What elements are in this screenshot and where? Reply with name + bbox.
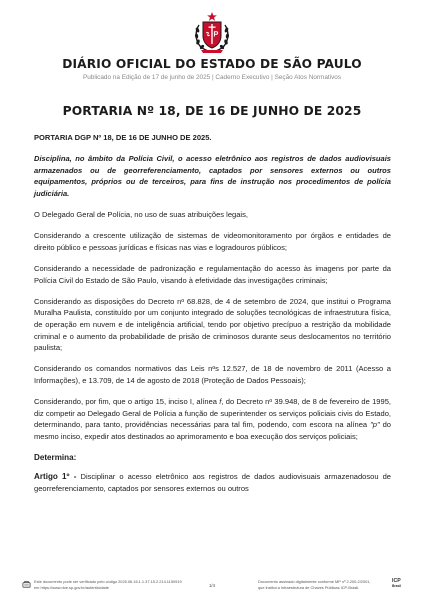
journal-subtitle: Publicado na Edição de 17 de junho de 2025 | Caderno Executivo | Seção Atos Normativos <box>82 74 342 81</box>
page-number: 1/4 <box>209 583 215 588</box>
considerando-text: Considerando, por fim, que o artigo 15, inciso I, alínea <box>34 397 220 407</box>
considerando-text: , do Decreto nº 39.948, de 8 de fevereiro de 1995, diz competir ao Delegado Geral de Polícia a função de superintender os serviços policiais civis do Estado, determinando, para tanto, providências necessárias para tal fim, podendo, com escora na alínea <box>34 397 391 430</box>
article-1-lead: Artigo 1º - <box>34 471 77 481</box>
icp-logo-top: ICP <box>392 578 401 584</box>
document-body <box>34 132 391 504</box>
considerando-paragraph: Considerando a necessidade de padronização e regulamentação do acesso às imagens por parte da Polícia Civil do Estado de São Paulo, visando à efetividade das investigações criminais; <box>34 263 391 285</box>
alinea-f: f <box>219 397 222 407</box>
footer-signature <box>258 579 386 590</box>
icp-brasil-logo <box>392 579 406 590</box>
considerando-paragraph-final <box>34 396 391 443</box>
footer-sign-line2: que institui a Infraestrutura de Chaves Públicas ICP-Brasil. <box>258 584 360 590</box>
journal-title: DIÁRIO OFICIAL DO ESTADO DE SÃO PAULO <box>62 57 362 71</box>
footer-sign-line1: Documento assinado digitalmente conforme MP nº 2.200-2/2001, <box>258 579 371 584</box>
determina-heading: Determina: <box>34 453 77 463</box>
article-1-text: Disciplinar o acesso eletrônico aos registros de dados audiovisuais armazenadosou de georreferenciamento, captados por sensores externos ou outros <box>34 471 391 493</box>
footer-verify-line1: Este documento pode ser verificado pelo código 2025.06.16.1.1.37.15.2.214.1150919 <box>34 579 182 584</box>
document-ementa: Disciplina, no âmbito da Polícia Civil, o acesso eletrônico aos registros de dados audiovisuais armazenados ou de georreferenciamento, captados por sensores externos ou outros equipamentos, próprios ou de terceiros, para fins de instrução nos procedimentos de polícia judiciária. <box>34 154 391 199</box>
considerando-text: do mesmo inciso, expedir atos destinados ao aprimoramento e boa execução dos serviços policiais; <box>34 420 391 442</box>
considerando-paragraph: Considerando os comandos normativos das Leis nºs 12.527, de 18 de novembro de 2011 (Acesso a Informações), e 13.709, de 14 de agosto de 2018 (Proteção de Dados Pessoais); <box>34 364 391 386</box>
considerando-paragraph: Considerando as disposições do Decreto nº 68.828, de 4 de setembro de 2024, que institui o Programa Muralha Paulista, constituído por um conjunto integrado de soluções tecnológicas de infraestrutura física, de operação em nuvem e de inteligência artificial, tendo por objetivo precípuo a restrição da mobilidade criminal e o aumento da probabilidade de prisão de criminosos durante seus deslocamentos no território paulista; <box>34 296 391 353</box>
article-1 <box>34 471 391 494</box>
document-reference: PORTARIA DGP Nº 18, DE 16 DE JUNHO DE 2025. <box>34 133 212 142</box>
sao-paulo-coat-of-arms-icon <box>192 11 232 55</box>
document-preamble: O Delegado Geral de Polícia, no uso de suas atribuições legais, <box>34 210 248 220</box>
footer-verify-link[interactable]: em https://www.doe.sp.gov.br/autenticidade <box>34 584 109 590</box>
document-title: PORTARIA Nº 18, DE 16 DE JUNHO DE 2025 <box>62 104 362 118</box>
considerando-paragraph: Considerando a crescente utilização de sistemas de videomonitoramento por órgãos e entidades de direito público e pessoas jurídicas e físicas nas vias e logradouros públicos; <box>34 231 391 252</box>
alinea-p: "p" <box>370 420 380 430</box>
icp-logo-bottom: Brasil <box>392 584 402 589</box>
